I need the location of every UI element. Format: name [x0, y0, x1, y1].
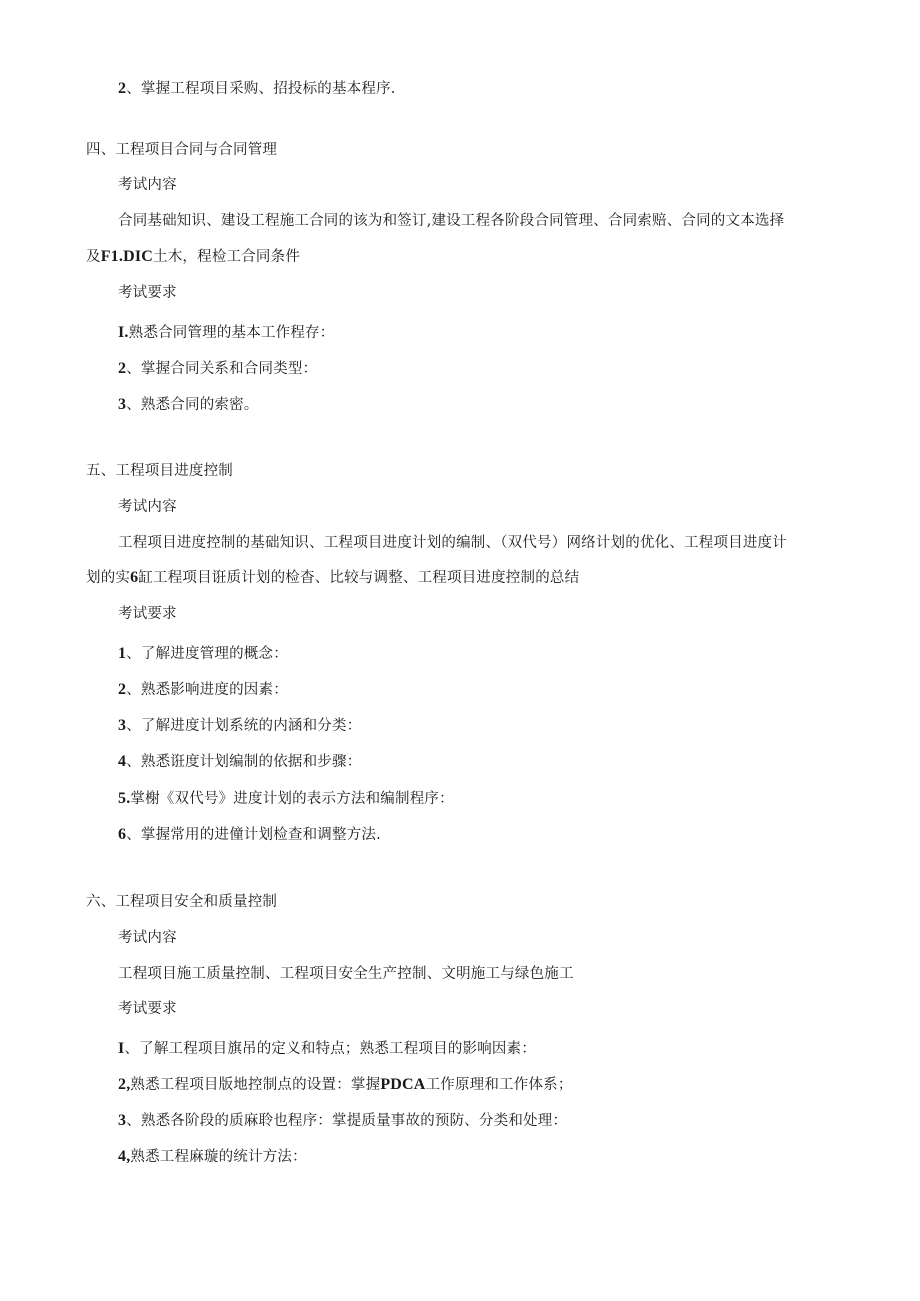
item-text: 、熟悉合同的索密。 — [126, 397, 259, 413]
s5-req-item — [118, 789, 454, 809]
section-6-heading: 六、工程项目安全和质量控制 — [86, 894, 278, 910]
item-text: 、掌握工程项目采购、招投标的基本程序. — [126, 81, 396, 97]
item-text: 、了解工程项目旗吊的定义和特点；熟悉工程项目的影响因素： — [124, 1041, 537, 1057]
item-number: 5. — [118, 790, 131, 807]
text-pre: 划的实 — [86, 570, 131, 586]
item-number: I — [118, 1040, 125, 1057]
item-text: 、掌握合同关系和合同类型： — [126, 361, 318, 377]
item-number: 2 — [118, 681, 127, 698]
text-post: 缸工程项目诳质计划的检杳、比较与调整、工程项目进度控制的总结 — [138, 570, 580, 586]
s4-content-label: 考试内容 — [118, 177, 177, 193]
item-number: 3 — [118, 396, 127, 413]
text-bold: 6 — [130, 569, 139, 586]
item-text: 熟悉工程项目版地控制点的设置：掌握 — [130, 1077, 381, 1093]
item-text: 掌榭《双代号》进度计划的表示方法和编制程序： — [130, 791, 454, 807]
item-text: 熟悉工程麻璇的统计方法： — [130, 1149, 307, 1165]
section-5-heading: 五、工程项目进度控制 — [86, 463, 233, 479]
text-post: 土木，程检工合同条件 — [153, 249, 301, 265]
s6-content-line-1: 工程项目施工质量控制、工程项目安全生产控制、文明施工与绿色施工 — [118, 966, 574, 982]
section-4-heading: 四、工程项目合同与合同管理 — [86, 142, 278, 158]
item-text: 、熟悉诳度计划编制的依据和步骤： — [126, 754, 362, 770]
s3-req-item-2 — [118, 79, 396, 99]
s5-req-item — [118, 716, 361, 736]
item-number: I. — [118, 324, 129, 341]
item-number: 6 — [118, 826, 127, 843]
s6-req-item — [118, 1147, 307, 1167]
s5-req-item — [118, 644, 288, 664]
item-text-post: 工作原理和工作体系； — [425, 1077, 573, 1093]
item-number: 4, — [118, 1148, 131, 1165]
item-text: 、掌握常用的进僮计划检查和调整方法. — [126, 827, 381, 843]
item-text: 、熟悉影响进度的因素： — [126, 682, 288, 698]
item-text: 、了解进度管理的概念： — [126, 646, 288, 662]
text-pre: 及 — [86, 249, 101, 265]
item-number: 2, — [118, 1076, 131, 1093]
item-number: 2 — [118, 360, 127, 377]
s5-content-line-2 — [86, 568, 579, 588]
s6-req-item — [118, 1039, 536, 1059]
text-bold: F1.DIC — [100, 248, 154, 265]
s4-req-item — [118, 395, 259, 415]
s4-req-label: 考试要求 — [118, 285, 177, 301]
s5-req-item — [118, 825, 381, 845]
s4-content-line-2 — [86, 247, 300, 267]
s6-content-label: 考试内容 — [118, 930, 177, 946]
s6-req-item — [118, 1111, 567, 1131]
s6-req-label: 考试要求 — [118, 1001, 177, 1017]
s5-req-item — [118, 752, 361, 772]
s5-req-label: 考试要求 — [118, 606, 177, 622]
s5-content-label: 考试内容 — [118, 499, 177, 515]
item-number: 4 — [118, 753, 127, 770]
item-text: 、熟悉各阶段的质麻聆也程序：掌提质量事故的预防、分类和处理： — [126, 1113, 568, 1129]
item-number: 3 — [118, 717, 127, 734]
s4-req-item — [118, 323, 334, 343]
s5-content-line-1: 工程项目进度控制的基础知识、工程项目进度计划的编制、（双代号）网络计划的优化、工程项目进度计 — [118, 535, 787, 551]
item-number: 2 — [118, 80, 127, 97]
item-number: 1 — [118, 645, 127, 662]
item-bold-term: PDCA — [380, 1076, 426, 1093]
s5-req-item — [118, 680, 288, 700]
item-number: 3 — [118, 1112, 127, 1129]
s4-content-line-1: 合同基础知识、建设工程施工合同的该为和签订,建设工程各阶段合同管理、合同索赔、合同的文本选择 — [118, 213, 785, 229]
s6-req-item — [118, 1075, 573, 1095]
item-text: 、了解进度计划系统的内涵和分类： — [126, 718, 362, 734]
s4-req-item — [118, 359, 317, 379]
item-text: 熟悉合同管理的基本工作程存： — [128, 325, 335, 341]
